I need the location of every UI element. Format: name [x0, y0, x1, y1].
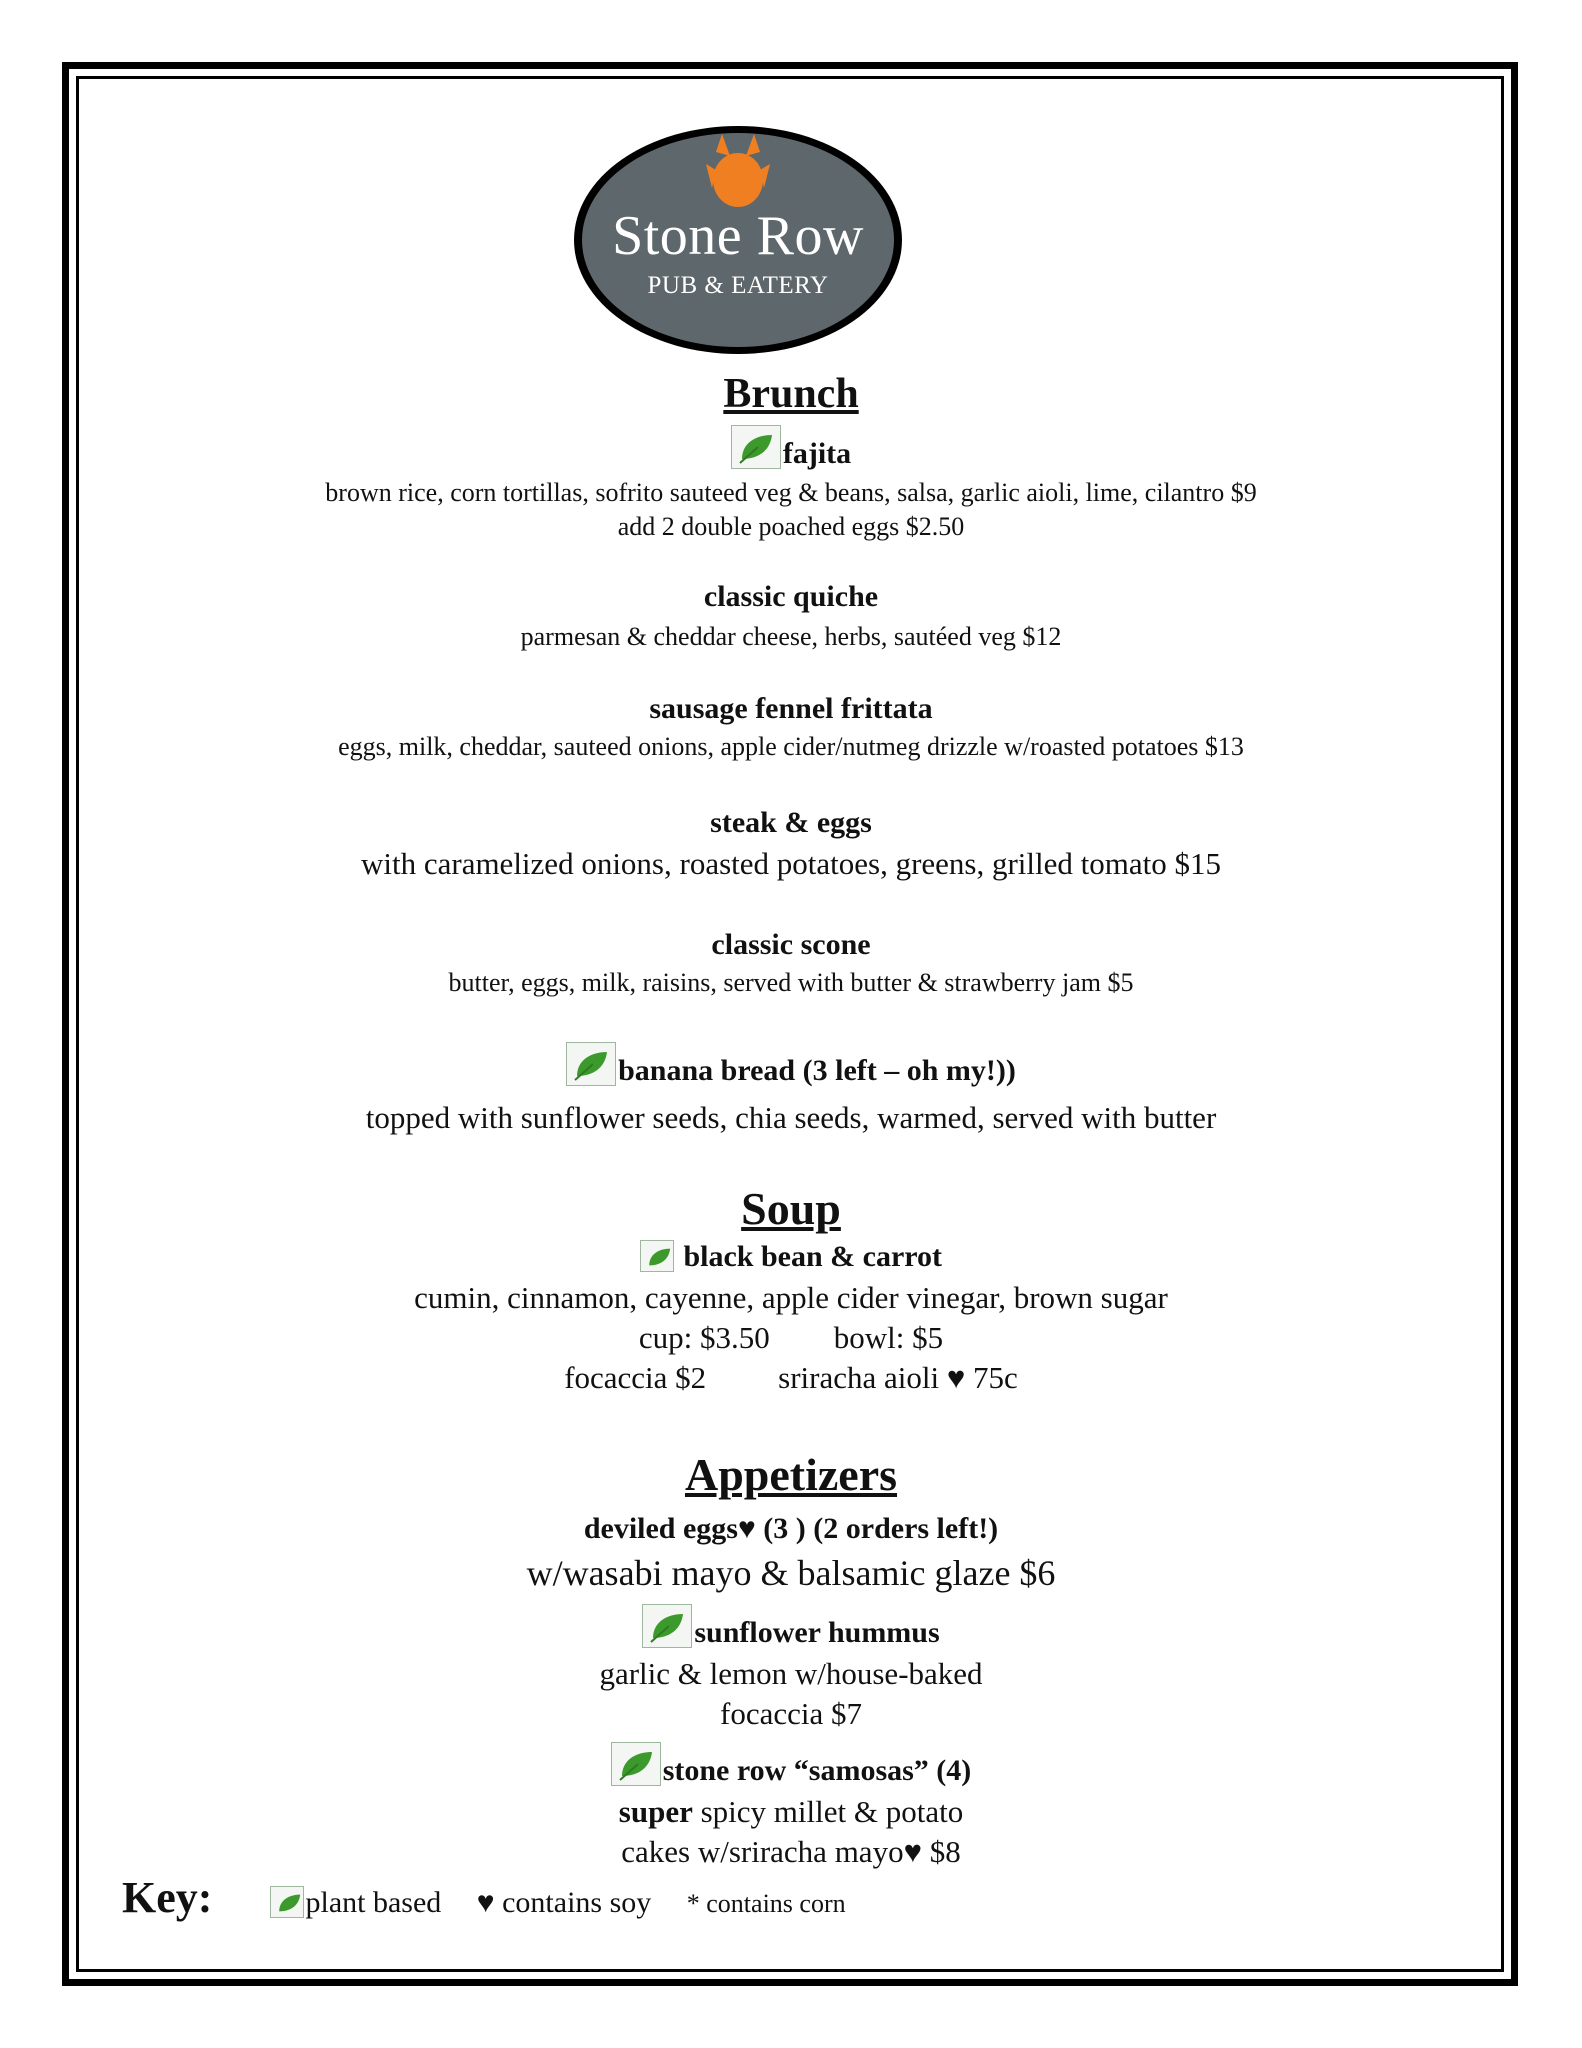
cup-price: cup: $3.50 — [638, 1320, 770, 1355]
soup-heading: Soup — [741, 1183, 841, 1234]
item-name: stone row “samosas” (4) — [662, 1754, 972, 1787]
menu-item-steak-eggs: steak & eggs — [710, 806, 872, 839]
logo-title: Stone Row — [612, 205, 864, 267]
menu-item-scone: classic scone — [711, 928, 871, 961]
brunch-heading: Brunch — [723, 371, 859, 417]
item-description: parmesan & cheddar cheese, herbs, sautéed veg $12 — [520, 622, 1062, 651]
plant-based-leaf-icon — [640, 1240, 674, 1272]
key-plant-based: plant based — [305, 1886, 442, 1919]
logo-subtitle: PUB & EATERY — [647, 272, 829, 299]
item-description — [80, 1794, 1502, 1830]
plant-based-leaf-icon — [611, 1742, 661, 1786]
item-description: cumin, cinnamon, cayenne, apple cider vinegar, brown sugar — [414, 1280, 1168, 1315]
item-name: fajita — [782, 437, 852, 470]
logo — [570, 122, 906, 358]
plant-based-leaf-icon — [642, 1604, 692, 1648]
description-text: spicy millet & potato — [692, 1794, 964, 1829]
item-description: with caramelized onions, roasted potatoes, greens, grilled tomato $15 — [360, 846, 1221, 881]
menu-item-banana-bread — [80, 1042, 1502, 1088]
plant-based-leaf-icon — [566, 1042, 616, 1086]
focaccia-price: focaccia $2 — [564, 1360, 707, 1395]
menu-item-sunflower-hummus — [80, 1604, 1502, 1650]
item-description: topped with sunflower seeds, chia seeds, warmed, served with butter — [365, 1100, 1217, 1135]
menu-item-black-bean-carrot — [80, 1240, 1502, 1274]
key-contains-soy: ♥ contains soy — [476, 1886, 652, 1919]
plant-based-leaf-icon — [270, 1886, 304, 1918]
bowl-price: bowl: $5 — [833, 1320, 944, 1355]
emphasis-text: super — [618, 1794, 693, 1829]
sriracha-aioli-price: sriracha aioli ♥ 75c — [778, 1360, 1018, 1395]
item-description: brown rice, corn tortillas, sofrito sauteed veg & beans, salsa, garlic aioli, lime, cilantro $9 — [325, 478, 1257, 507]
menu-item-samosas — [80, 1742, 1502, 1788]
menu-item-deviled-eggs: deviled eggs♥ (3 ) (2 orders left!) — [583, 1512, 999, 1545]
menu-item-quiche: classic quiche — [703, 580, 879, 613]
item-addon: add 2 double poached eggs $2.50 — [617, 512, 965, 541]
item-name: sunflower hummus — [694, 1616, 940, 1649]
menu-item-frittata: sausage fennel frittata — [649, 692, 933, 725]
legend-key — [122, 1872, 874, 1923]
item-description: eggs, milk, cheddar, sauteed onions, apple cider/nutmeg drizzle w/roasted potatoes $13 — [338, 732, 1244, 761]
key-contains-corn: * contains corn — [686, 1889, 846, 1918]
item-name: banana bread (3 left – oh my!)) — [618, 1054, 1016, 1087]
plant-based-leaf-icon — [731, 425, 781, 469]
item-description: focaccia $7 — [720, 1696, 862, 1731]
menu-item-fajita — [80, 425, 1502, 471]
soup-prices — [80, 1320, 1502, 1356]
item-description: garlic & lemon w/house-baked — [599, 1656, 983, 1691]
item-description: w/wasabi mayo & balsamic glaze $6 — [526, 1553, 1056, 1593]
key-title: Key: — [122, 1873, 213, 1922]
soup-extras — [80, 1360, 1502, 1396]
item-description: butter, eggs, milk, raisins, served with butter & strawberry jam $5 — [448, 968, 1134, 997]
item-name: black bean & carrot — [683, 1240, 943, 1273]
appetizers-heading: Appetizers — [684, 1449, 898, 1500]
item-description: cakes w/sriracha mayo♥ $8 — [621, 1834, 961, 1869]
